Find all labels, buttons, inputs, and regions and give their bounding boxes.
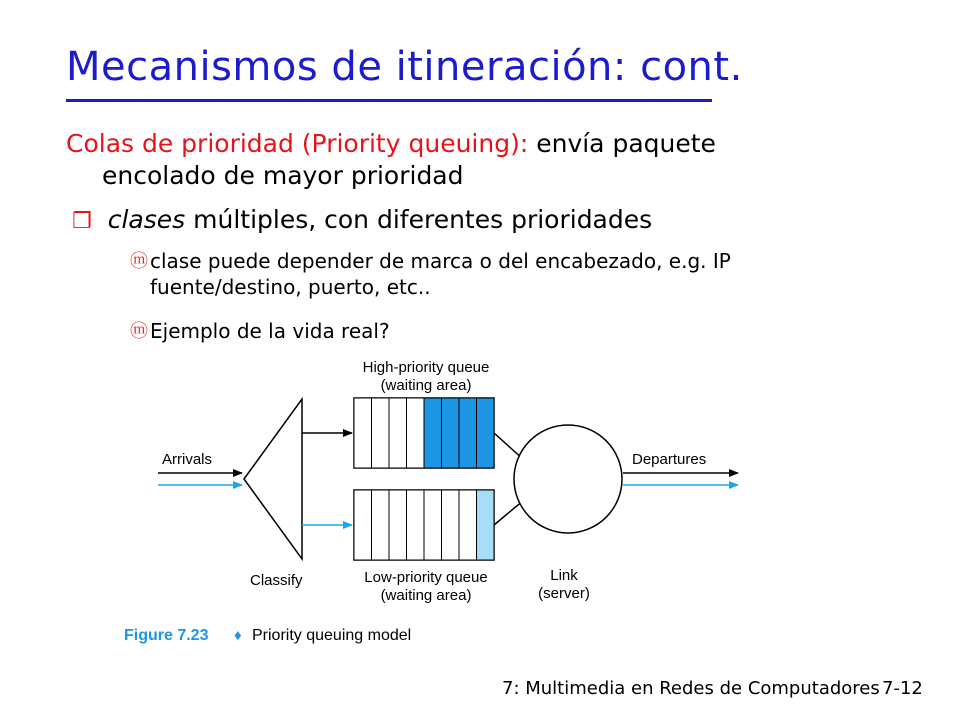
link-label-1: Link [550, 567, 578, 584]
sub-bullet-2 [130, 318, 890, 344]
high-queue-slot [477, 398, 495, 468]
high-queue-slot [389, 398, 407, 468]
high-queue-slot [407, 398, 425, 468]
low-queue-label-2: (waiting area) [380, 587, 472, 604]
sub-bullet-1-line1: clase puede depender de marca o del encabezado, e.g. IP [150, 249, 731, 273]
low-priority-queue [354, 490, 494, 560]
figure-caption-text: Priority queuing model [252, 627, 412, 644]
low-queue-slot [424, 490, 442, 560]
footer-course: 7: Multimedia en Redes de Computadores [502, 678, 880, 699]
high-queue-slot [354, 398, 372, 468]
sub-bullet-1 [130, 248, 890, 300]
intro-rest-2: encolado de mayor prioridad [102, 161, 464, 190]
high-priority-queue [354, 398, 494, 468]
sub-bullet-2-line1: Ejemplo de la vida real? [150, 319, 390, 343]
low-queue-slot [372, 490, 390, 560]
sub-bullet-icon: ⓜ [130, 321, 148, 342]
low-queue-slot [442, 490, 460, 560]
bullet-text: múltiples, con diferentes prioridades [185, 205, 653, 234]
high-queue-slot [372, 398, 390, 468]
low-queue-slot [459, 490, 477, 560]
arrivals-label: Arrivals [162, 451, 213, 468]
high-queue-slot [442, 398, 460, 468]
page-number: 7-12 [882, 678, 923, 699]
low-queue-slot [477, 490, 495, 560]
link-server-circle [514, 425, 622, 533]
sub-bullet-icon: ⓜ [130, 251, 148, 272]
high-queue-label-1: High-priority queue [362, 359, 490, 376]
high-queue-slot [459, 398, 477, 468]
slide-title: Mecanismos de itineración: cont. [66, 44, 743, 90]
intro-rest-1: envía paquete [528, 129, 716, 158]
bullet-classes [72, 204, 652, 238]
classifier-triangle [244, 399, 302, 559]
figure-caption-separator: ♦ [234, 627, 242, 644]
priority-queuing-diagram [120, 352, 780, 652]
link-label-2: (server) [538, 585, 590, 602]
intro-paragraph [66, 128, 926, 192]
low-queue-slot [407, 490, 425, 560]
low-queue-slot [389, 490, 407, 560]
title-underline [66, 99, 712, 102]
bullet-em: clases [107, 205, 186, 234]
departures-label: Departures [632, 451, 707, 468]
figure-caption-number: Figure 7.23 [124, 627, 209, 644]
classify-label: Classify [250, 572, 303, 589]
low-queue-slot [354, 490, 372, 560]
square-bullet-icon: ❒ [72, 209, 92, 234]
low-queue-label-1: Low-priority queue [364, 569, 488, 586]
sub-bullet-1-line2: fuente/destino, puerto, etc.. [150, 275, 431, 299]
high-queue-label-2: (waiting area) [380, 377, 472, 394]
high-queue-slot [424, 398, 442, 468]
intro-lead: Colas de prioridad (Priority queuing): [66, 129, 529, 158]
